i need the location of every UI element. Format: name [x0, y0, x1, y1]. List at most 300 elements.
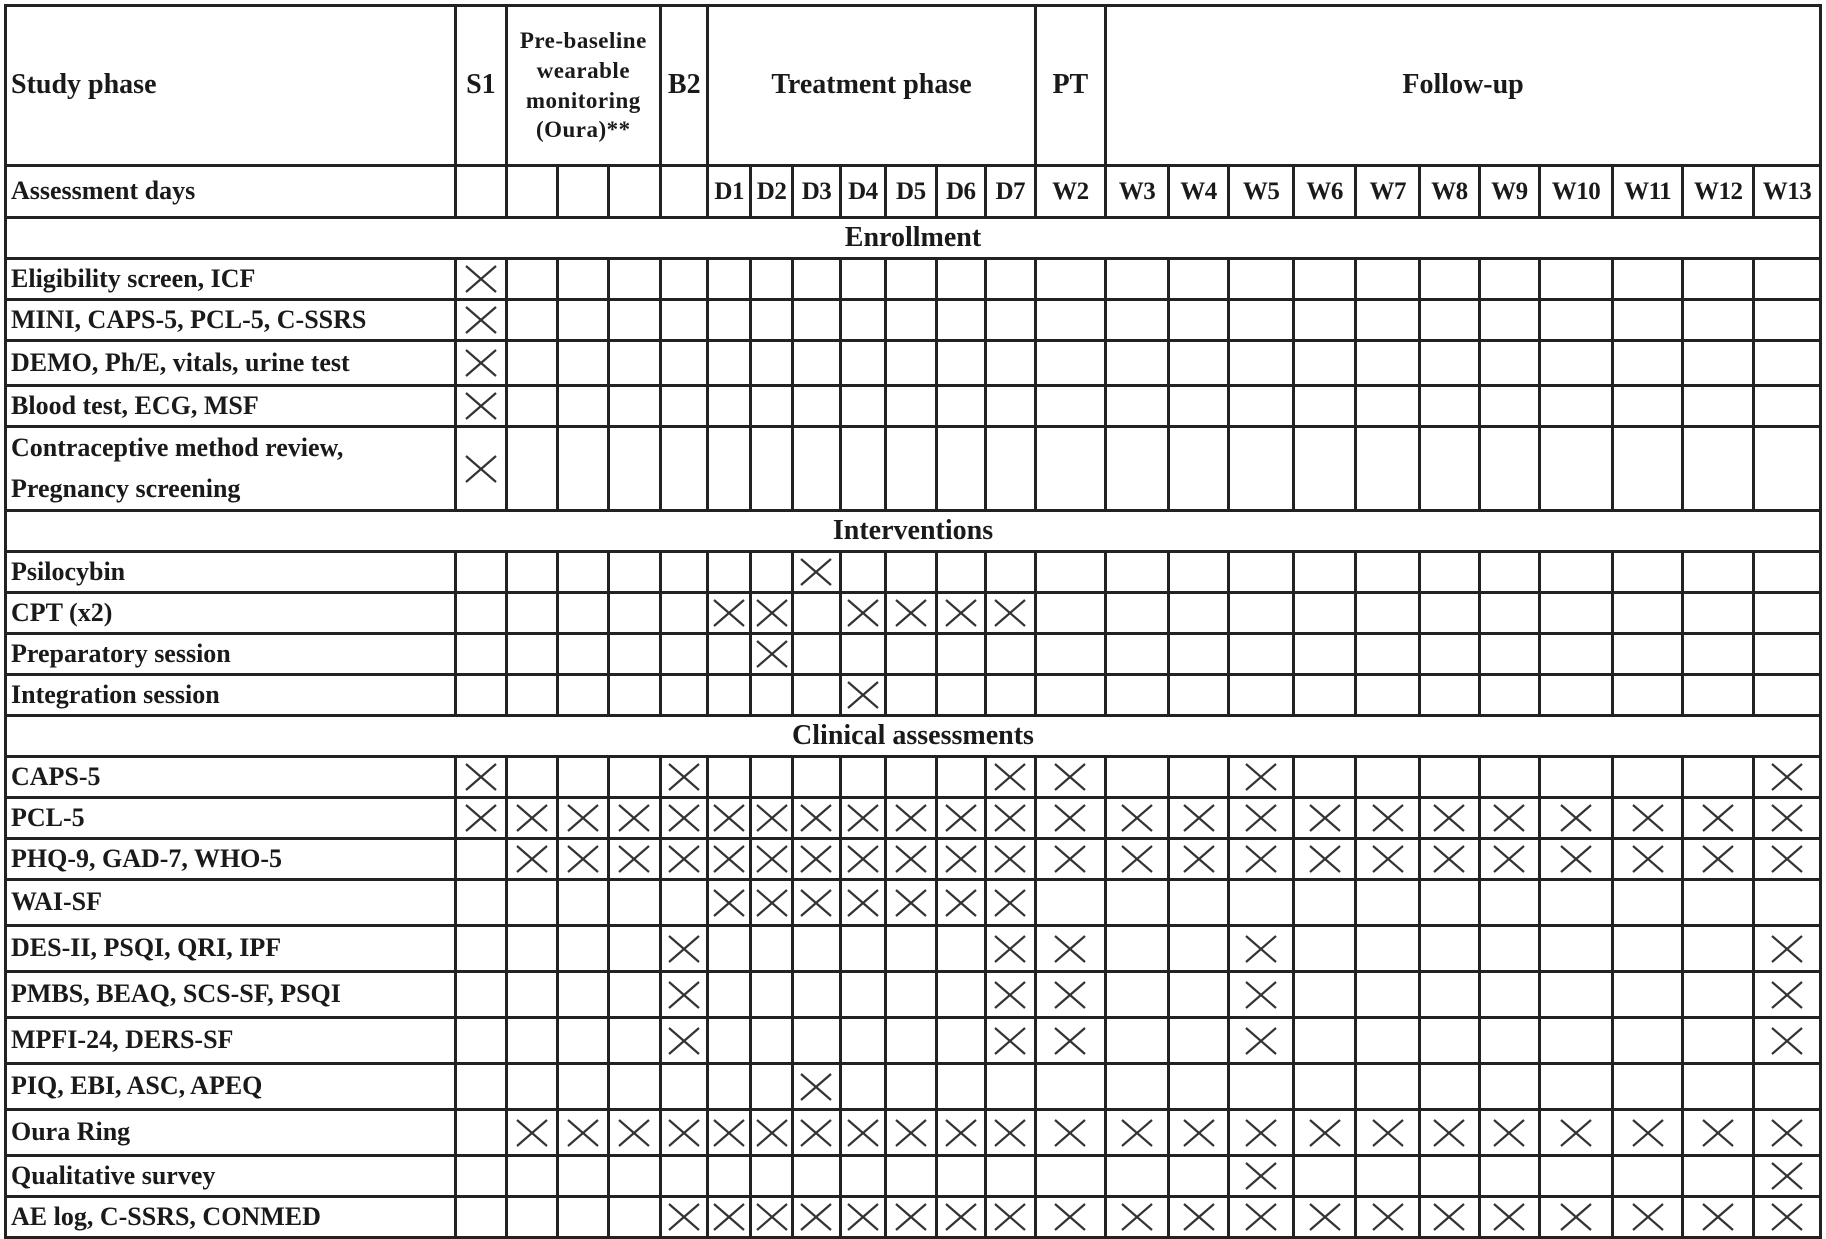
- marked-cell: [661, 798, 708, 839]
- empty-cell: [986, 341, 1036, 386]
- marked-cell: [986, 839, 1036, 880]
- empty-cell: [1229, 552, 1294, 593]
- empty-cell: [936, 926, 985, 972]
- empty-cell: [558, 259, 608, 300]
- row-label: Eligibility screen, ICF: [6, 259, 456, 300]
- empty-cell: [608, 259, 661, 300]
- empty-cell: [986, 386, 1036, 427]
- empty-cell: [506, 1064, 557, 1110]
- empty-cell: [608, 386, 661, 427]
- empty-cell: [886, 341, 936, 386]
- empty-cell: [1106, 341, 1169, 386]
- marked-cell: [750, 880, 792, 926]
- marked-cell: [1293, 1110, 1356, 1156]
- day-blank: [608, 166, 661, 218]
- empty-cell: [1754, 634, 1821, 675]
- marked-cell: [661, 839, 708, 880]
- empty-cell: [986, 1064, 1036, 1110]
- day-w5: W5: [1229, 166, 1294, 218]
- table-row: [6, 1197, 1821, 1238]
- empty-cell: [608, 1197, 661, 1238]
- empty-cell: [750, 926, 792, 972]
- day-d6: D6: [936, 166, 985, 218]
- empty-cell: [1683, 1156, 1754, 1197]
- empty-cell: [886, 634, 936, 675]
- empty-cell: [661, 341, 708, 386]
- marked-cell: [1754, 972, 1821, 1018]
- empty-cell: [608, 757, 661, 798]
- empty-cell: [608, 1064, 661, 1110]
- row-label: Contraceptive method review, Pregnancy screening: [6, 427, 456, 511]
- empty-cell: [986, 675, 1036, 716]
- empty-cell: [506, 593, 557, 634]
- empty-cell: [886, 1018, 936, 1064]
- row-label: Oura Ring: [6, 1110, 456, 1156]
- empty-cell: [793, 926, 840, 972]
- empty-cell: [750, 427, 792, 511]
- marked-cell: [936, 839, 985, 880]
- empty-cell: [1035, 300, 1106, 341]
- empty-cell: [750, 552, 792, 593]
- empty-cell: [1612, 427, 1683, 511]
- marked-cell: [840, 1197, 885, 1238]
- empty-cell: [1420, 427, 1480, 511]
- empty-cell: [1035, 880, 1106, 926]
- empty-cell: [558, 634, 608, 675]
- empty-cell: [1612, 1156, 1683, 1197]
- marked-cell: [1540, 798, 1613, 839]
- empty-cell: [886, 300, 936, 341]
- empty-cell: [936, 552, 985, 593]
- empty-cell: [1754, 593, 1821, 634]
- empty-cell: [1356, 926, 1420, 972]
- marked-cell: [1168, 1110, 1229, 1156]
- marked-cell: [558, 798, 608, 839]
- empty-cell: [1229, 300, 1294, 341]
- empty-cell: [1356, 1156, 1420, 1197]
- empty-cell: [1683, 593, 1754, 634]
- empty-cell: [456, 880, 506, 926]
- marked-cell: [1035, 926, 1106, 972]
- empty-cell: [936, 1156, 985, 1197]
- marked-cell: [1293, 839, 1356, 880]
- marked-cell: [750, 798, 792, 839]
- empty-cell: [558, 880, 608, 926]
- empty-cell: [1293, 552, 1356, 593]
- empty-cell: [1420, 880, 1480, 926]
- empty-cell: [793, 300, 840, 341]
- empty-cell: [1035, 552, 1106, 593]
- marked-cell: [1356, 839, 1420, 880]
- marked-cell: [456, 427, 506, 511]
- marked-cell: [793, 1197, 840, 1238]
- marked-cell: [1356, 798, 1420, 839]
- marked-cell: [886, 798, 936, 839]
- section-row-enrollment: [6, 218, 1821, 259]
- empty-cell: [1293, 1064, 1356, 1110]
- empty-cell: [1420, 926, 1480, 972]
- empty-cell: [1479, 427, 1540, 511]
- empty-cell: [886, 386, 936, 427]
- marked-cell: [1229, 972, 1294, 1018]
- marked-cell: [886, 839, 936, 880]
- empty-cell: [1479, 259, 1540, 300]
- empty-cell: [1540, 427, 1613, 511]
- empty-cell: [608, 300, 661, 341]
- empty-cell: [558, 341, 608, 386]
- empty-cell: [1168, 972, 1229, 1018]
- empty-cell: [456, 972, 506, 1018]
- empty-cell: [1293, 880, 1356, 926]
- table-row: [6, 634, 1821, 675]
- empty-cell: [840, 1156, 885, 1197]
- empty-cell: [1356, 259, 1420, 300]
- empty-cell: [886, 427, 936, 511]
- empty-cell: [1420, 593, 1480, 634]
- empty-cell: [1106, 757, 1169, 798]
- empty-cell: [1106, 427, 1169, 511]
- empty-cell: [608, 593, 661, 634]
- empty-cell: [456, 634, 506, 675]
- empty-cell: [661, 1156, 708, 1197]
- empty-cell: [1754, 341, 1821, 386]
- marked-cell: [1168, 839, 1229, 880]
- empty-cell: [1540, 593, 1613, 634]
- empty-cell: [558, 300, 608, 341]
- marked-cell: [1754, 757, 1821, 798]
- empty-cell: [708, 300, 750, 341]
- table-row: [6, 675, 1821, 716]
- empty-cell: [708, 675, 750, 716]
- marked-cell: [708, 798, 750, 839]
- empty-cell: [793, 1018, 840, 1064]
- empty-cell: [1683, 880, 1754, 926]
- marked-cell: [750, 839, 792, 880]
- empty-cell: [793, 1156, 840, 1197]
- empty-cell: [1420, 386, 1480, 427]
- marked-cell: [840, 880, 885, 926]
- empty-cell: [1420, 1156, 1480, 1197]
- empty-cell: [608, 675, 661, 716]
- marked-cell: [986, 1110, 1036, 1156]
- study-phase-row: [6, 6, 1821, 166]
- empty-cell: [1356, 880, 1420, 926]
- marked-cell: [840, 675, 885, 716]
- phase-pre-baseline: Pre-baseline wearable monitoring (Oura)**: [506, 6, 660, 166]
- row-label: PMBS, BEAQ, SCS-SF, PSQI: [6, 972, 456, 1018]
- empty-cell: [456, 839, 506, 880]
- empty-cell: [506, 972, 557, 1018]
- empty-cell: [558, 757, 608, 798]
- empty-cell: [506, 341, 557, 386]
- empty-cell: [1293, 1156, 1356, 1197]
- empty-cell: [1293, 757, 1356, 798]
- marked-cell: [1479, 1110, 1540, 1156]
- marked-cell: [886, 880, 936, 926]
- empty-cell: [1479, 593, 1540, 634]
- empty-cell: [1229, 593, 1294, 634]
- marked-cell: [708, 1197, 750, 1238]
- empty-cell: [608, 427, 661, 511]
- empty-cell: [1035, 427, 1106, 511]
- empty-cell: [558, 552, 608, 593]
- marked-cell: [1754, 1110, 1821, 1156]
- empty-cell: [1168, 593, 1229, 634]
- empty-cell: [1420, 634, 1480, 675]
- empty-cell: [840, 341, 885, 386]
- empty-cell: [1229, 634, 1294, 675]
- marked-cell: [608, 839, 661, 880]
- marked-cell: [1293, 1197, 1356, 1238]
- row-label: WAI-SF: [6, 880, 456, 926]
- empty-cell: [1356, 757, 1420, 798]
- empty-cell: [886, 259, 936, 300]
- marked-cell: [1106, 798, 1169, 839]
- empty-cell: [1420, 300, 1480, 341]
- empty-cell: [886, 757, 936, 798]
- table-row: [6, 1064, 1821, 1110]
- row-label: MPFI-24, DERS-SF: [6, 1018, 456, 1064]
- empty-cell: [1106, 386, 1169, 427]
- marked-cell: [708, 839, 750, 880]
- empty-cell: [1168, 300, 1229, 341]
- marked-cell: [456, 386, 506, 427]
- empty-cell: [1229, 341, 1294, 386]
- empty-cell: [558, 1018, 608, 1064]
- empty-cell: [1683, 552, 1754, 593]
- table-row: [6, 259, 1821, 300]
- marked-cell: [558, 1110, 608, 1156]
- marked-cell: [1035, 839, 1106, 880]
- empty-cell: [936, 972, 985, 1018]
- empty-cell: [1754, 427, 1821, 511]
- marked-cell: [661, 972, 708, 1018]
- marked-cell: [708, 593, 750, 634]
- empty-cell: [608, 634, 661, 675]
- empty-cell: [750, 757, 792, 798]
- empty-cell: [1479, 972, 1540, 1018]
- empty-cell: [661, 427, 708, 511]
- empty-cell: [793, 634, 840, 675]
- empty-cell: [1683, 386, 1754, 427]
- empty-cell: [886, 675, 936, 716]
- table-row: [6, 1110, 1821, 1156]
- marked-cell: [456, 341, 506, 386]
- empty-cell: [1754, 386, 1821, 427]
- empty-cell: [456, 552, 506, 593]
- empty-cell: [1356, 675, 1420, 716]
- empty-cell: [1540, 926, 1613, 972]
- empty-cell: [1420, 757, 1480, 798]
- empty-cell: [1168, 634, 1229, 675]
- table-row: [6, 926, 1821, 972]
- table-row: [6, 839, 1821, 880]
- table-row: [6, 1156, 1821, 1197]
- empty-cell: [661, 300, 708, 341]
- empty-cell: [661, 552, 708, 593]
- empty-cell: [750, 300, 792, 341]
- empty-cell: [558, 1156, 608, 1197]
- empty-cell: [1540, 634, 1613, 675]
- empty-cell: [608, 880, 661, 926]
- marked-cell: [1035, 757, 1106, 798]
- marked-cell: [1035, 1018, 1106, 1064]
- row-label: Qualitative survey: [6, 1156, 456, 1197]
- empty-cell: [1683, 972, 1754, 1018]
- empty-cell: [986, 1156, 1036, 1197]
- empty-cell: [1540, 386, 1613, 427]
- empty-cell: [936, 341, 985, 386]
- empty-cell: [1479, 386, 1540, 427]
- empty-cell: [1168, 341, 1229, 386]
- empty-cell: [1293, 926, 1356, 972]
- marked-cell: [986, 926, 1036, 972]
- marked-cell: [986, 1197, 1036, 1238]
- empty-cell: [1612, 757, 1683, 798]
- empty-cell: [506, 1156, 557, 1197]
- empty-cell: [1612, 634, 1683, 675]
- row-label: AE log, C-SSRS, CONMED: [6, 1197, 456, 1238]
- marked-cell: [1356, 1197, 1420, 1238]
- empty-cell: [793, 386, 840, 427]
- marked-cell: [840, 593, 885, 634]
- marked-cell: [1612, 839, 1683, 880]
- empty-cell: [708, 341, 750, 386]
- empty-cell: [1229, 880, 1294, 926]
- empty-cell: [1168, 386, 1229, 427]
- table-row: [6, 593, 1821, 634]
- day-w10: W10: [1540, 166, 1613, 218]
- empty-cell: [456, 1110, 506, 1156]
- empty-cell: [840, 427, 885, 511]
- marked-cell: [1612, 1110, 1683, 1156]
- phase-b2: B2: [661, 6, 708, 166]
- empty-cell: [1612, 972, 1683, 1018]
- phase-follow-up: Follow-up: [1106, 6, 1821, 166]
- empty-cell: [1168, 880, 1229, 926]
- empty-cell: [1420, 1018, 1480, 1064]
- empty-cell: [936, 386, 985, 427]
- empty-cell: [456, 926, 506, 972]
- empty-cell: [1293, 675, 1356, 716]
- empty-cell: [1612, 386, 1683, 427]
- empty-cell: [1168, 427, 1229, 511]
- empty-cell: [558, 427, 608, 511]
- marked-cell: [1754, 1018, 1821, 1064]
- empty-cell: [708, 1156, 750, 1197]
- empty-cell: [608, 341, 661, 386]
- marked-cell: [708, 1110, 750, 1156]
- marked-cell: [456, 757, 506, 798]
- empty-cell: [506, 552, 557, 593]
- empty-cell: [1479, 926, 1540, 972]
- marked-cell: [1683, 1110, 1754, 1156]
- row-label: DES-II, PSQI, QRI, IPF: [6, 926, 456, 972]
- empty-cell: [1106, 1018, 1169, 1064]
- empty-cell: [1035, 259, 1106, 300]
- empty-cell: [708, 634, 750, 675]
- empty-cell: [708, 757, 750, 798]
- marked-cell: [750, 1110, 792, 1156]
- marked-cell: [750, 593, 792, 634]
- empty-cell: [708, 259, 750, 300]
- day-w9: W9: [1479, 166, 1540, 218]
- marked-cell: [506, 798, 557, 839]
- marked-cell: [986, 757, 1036, 798]
- marked-cell: [986, 972, 1036, 1018]
- empty-cell: [661, 593, 708, 634]
- day-w4: W4: [1168, 166, 1229, 218]
- empty-cell: [456, 1156, 506, 1197]
- empty-cell: [558, 926, 608, 972]
- empty-cell: [1168, 757, 1229, 798]
- empty-cell: [506, 675, 557, 716]
- day-w7: W7: [1356, 166, 1420, 218]
- empty-cell: [1293, 593, 1356, 634]
- empty-cell: [1356, 552, 1420, 593]
- empty-cell: [1356, 386, 1420, 427]
- empty-cell: [936, 300, 985, 341]
- empty-cell: [986, 300, 1036, 341]
- table-row: [6, 552, 1821, 593]
- empty-cell: [1229, 427, 1294, 511]
- section-title: Interventions: [6, 511, 1821, 552]
- day-d7: D7: [986, 166, 1036, 218]
- day-w2: W2: [1035, 166, 1106, 218]
- empty-cell: [750, 259, 792, 300]
- empty-cell: [1168, 552, 1229, 593]
- marked-cell: [1540, 1197, 1613, 1238]
- empty-cell: [750, 1156, 792, 1197]
- empty-cell: [1540, 1018, 1613, 1064]
- assessment-days-row: [6, 166, 1821, 218]
- marked-cell: [708, 880, 750, 926]
- empty-cell: [708, 427, 750, 511]
- phase-treatment: Treatment phase: [708, 6, 1035, 166]
- empty-cell: [1479, 300, 1540, 341]
- empty-cell: [1683, 675, 1754, 716]
- empty-cell: [1612, 880, 1683, 926]
- marked-cell: [456, 259, 506, 300]
- empty-cell: [1479, 341, 1540, 386]
- empty-cell: [708, 926, 750, 972]
- empty-cell: [1106, 972, 1169, 1018]
- empty-cell: [1540, 675, 1613, 716]
- empty-cell: [661, 675, 708, 716]
- empty-cell: [1754, 880, 1821, 926]
- day-blank: [506, 166, 557, 218]
- marked-cell: [1683, 798, 1754, 839]
- empty-cell: [1479, 880, 1540, 926]
- empty-cell: [1420, 259, 1480, 300]
- table-row: [6, 972, 1821, 1018]
- empty-cell: [558, 675, 608, 716]
- table-row: [6, 427, 1821, 511]
- empty-cell: [1540, 552, 1613, 593]
- marked-cell: [1035, 1197, 1106, 1238]
- empty-cell: [506, 259, 557, 300]
- empty-cell: [1106, 1064, 1169, 1110]
- empty-cell: [1683, 341, 1754, 386]
- marked-cell: [793, 798, 840, 839]
- empty-cell: [936, 1018, 985, 1064]
- empty-cell: [506, 386, 557, 427]
- marked-cell: [936, 1197, 985, 1238]
- day-d4: D4: [840, 166, 885, 218]
- marked-cell: [1754, 839, 1821, 880]
- table-row: [6, 341, 1821, 386]
- marked-cell: [1683, 839, 1754, 880]
